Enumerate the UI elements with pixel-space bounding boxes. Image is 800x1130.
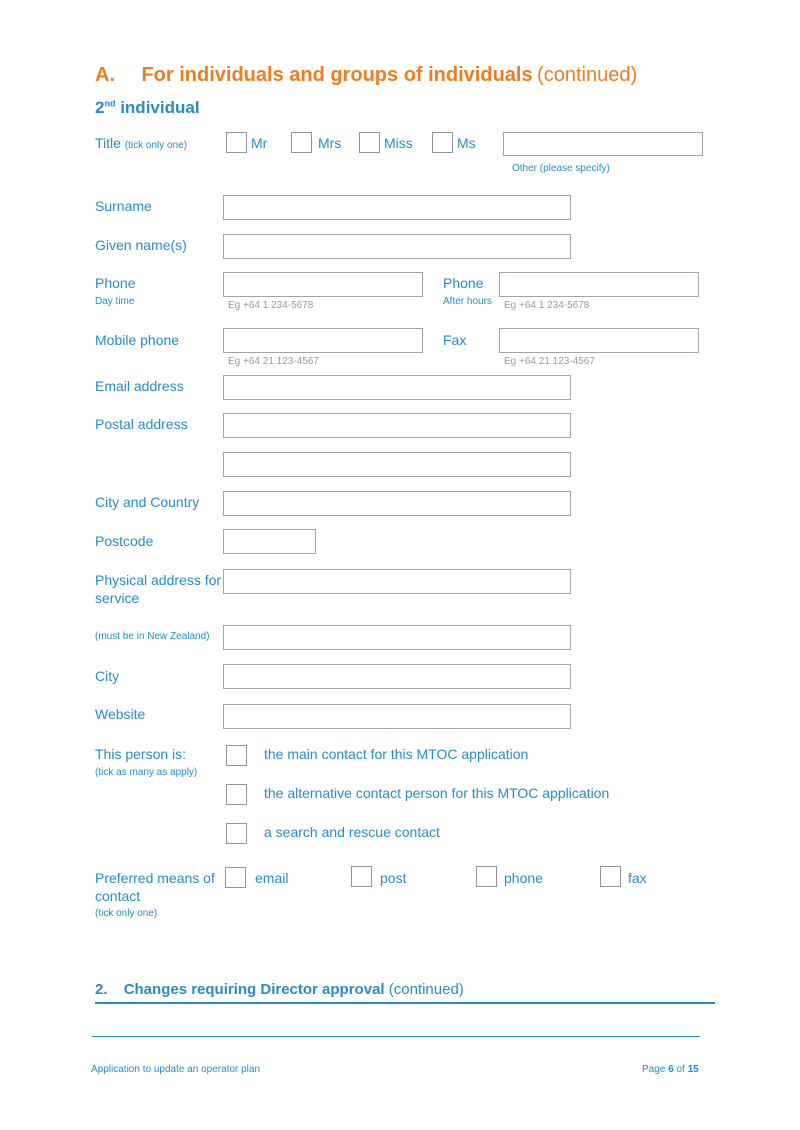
footer-rule bbox=[92, 1036, 700, 1037]
section-letter: A. bbox=[95, 64, 115, 86]
phone-day-label: Phone bbox=[95, 275, 136, 291]
section2-number: 2. bbox=[95, 981, 108, 998]
section2-title: Changes requiring Director approval bbox=[123, 981, 385, 998]
contact-email-checkbox[interactable] bbox=[225, 867, 246, 888]
email-input[interactable] bbox=[223, 375, 571, 400]
preferred-label-line1: Preferred means of bbox=[95, 870, 215, 886]
fax-input[interactable] bbox=[499, 328, 699, 353]
city-country-input[interactable] bbox=[223, 491, 571, 516]
subheading-number: 2 bbox=[95, 98, 105, 117]
city-input[interactable] bbox=[223, 664, 571, 689]
search-rescue-checkbox[interactable] bbox=[226, 823, 247, 844]
section2-rule bbox=[95, 1002, 715, 1004]
website-label: Website bbox=[95, 706, 146, 722]
physical-input-line2[interactable] bbox=[223, 625, 571, 650]
given-names-input[interactable] bbox=[223, 234, 571, 259]
section2-heading bbox=[95, 981, 464, 998]
person-is-note: (tick as many as apply) bbox=[95, 767, 198, 778]
contact-post-label: post bbox=[380, 870, 407, 886]
postal-input-line1[interactable] bbox=[223, 413, 571, 438]
title-other-label: Other (please specify) bbox=[512, 163, 610, 174]
mobile-hint: Eg +64 21 123-4567 bbox=[228, 356, 319, 367]
footer-left: Application to update an operator plan bbox=[91, 1064, 261, 1075]
footer-page-word: Page bbox=[642, 1064, 666, 1075]
postal-label: Postal address bbox=[95, 416, 188, 432]
contact-phone-checkbox[interactable] bbox=[476, 866, 497, 887]
title-mr-checkbox[interactable] bbox=[226, 132, 247, 153]
section-heading bbox=[95, 64, 637, 87]
mobile-input[interactable] bbox=[223, 328, 423, 353]
footer-page-current: 6 bbox=[668, 1064, 674, 1075]
given-names-label: Given name(s) bbox=[95, 237, 187, 253]
title-ms-checkbox[interactable] bbox=[432, 132, 453, 153]
subheading-text: individual bbox=[120, 98, 200, 117]
title-miss-checkbox[interactable] bbox=[359, 132, 380, 153]
postcode-input[interactable] bbox=[223, 529, 316, 554]
main-contact-checkbox[interactable] bbox=[226, 745, 247, 766]
title-mr-label: Mr bbox=[251, 135, 268, 151]
phone-day-hint: Eg +64 1 234-5678 bbox=[228, 300, 314, 311]
contact-phone-label: phone bbox=[504, 870, 543, 886]
postcode-label: Postcode bbox=[95, 533, 154, 549]
phone-after-input[interactable] bbox=[499, 272, 699, 297]
alternative-contact-checkbox[interactable] bbox=[226, 784, 247, 805]
phone-after-hint: Eg +64 1 234-5678 bbox=[504, 300, 590, 311]
preferred-label-line2: contact bbox=[95, 888, 141, 904]
section2-continued: (continued) bbox=[388, 981, 464, 998]
contact-fax-label: fax bbox=[628, 870, 647, 886]
fax-hint: Eg +64 21 123-4567 bbox=[504, 356, 595, 367]
title-mrs-checkbox[interactable] bbox=[291, 132, 312, 153]
city-country-label: City and Country bbox=[95, 494, 200, 510]
physical-input-line1[interactable] bbox=[223, 569, 571, 594]
surname-input[interactable] bbox=[223, 195, 571, 220]
footer-page-total: 15 bbox=[687, 1064, 699, 1075]
title-label bbox=[95, 135, 187, 151]
title-miss-label: Miss bbox=[384, 135, 413, 151]
footer-page bbox=[642, 1064, 699, 1075]
title-other-input[interactable] bbox=[503, 132, 703, 156]
preferred-note: (tick only one) bbox=[95, 908, 158, 919]
physical-label-line2: service bbox=[95, 590, 140, 606]
contact-fax-checkbox[interactable] bbox=[600, 866, 621, 887]
website-input[interactable] bbox=[223, 704, 571, 729]
mobile-label: Mobile phone bbox=[95, 332, 180, 348]
phone-after-sub: After hours bbox=[443, 296, 492, 307]
section-continued: (continued) bbox=[537, 64, 638, 86]
title-ms-label: Ms bbox=[457, 135, 476, 151]
phone-day-sub: Day time bbox=[95, 296, 135, 307]
section-title: For individuals and groups of individuals bbox=[141, 64, 533, 86]
physical-label-line1: Physical address for bbox=[95, 572, 222, 588]
search-rescue-label: a search and rescue contact bbox=[264, 824, 440, 840]
phone-after-label: Phone bbox=[443, 275, 484, 291]
main-contact-label: the main contact for this MTOC application bbox=[264, 746, 529, 762]
person-is-label: This person is: bbox=[95, 746, 187, 762]
subheading bbox=[95, 98, 200, 118]
physical-note: (must be in New Zealand) bbox=[95, 631, 210, 642]
subheading-suffix: nd bbox=[104, 98, 116, 109]
phone-day-input[interactable] bbox=[223, 272, 423, 297]
contact-email-label: email bbox=[255, 870, 289, 886]
fax-label: Fax bbox=[443, 332, 467, 348]
surname-label: Surname bbox=[95, 198, 152, 214]
postal-input-line2[interactable] bbox=[223, 452, 571, 477]
title-note: (tick only one) bbox=[124, 140, 188, 151]
city-label: City bbox=[95, 668, 120, 684]
email-label: Email address bbox=[95, 378, 184, 394]
title-label-text: Title bbox=[95, 135, 121, 151]
footer-page-of: of bbox=[676, 1064, 685, 1075]
title-mrs-label: Mrs bbox=[318, 135, 342, 151]
contact-post-checkbox[interactable] bbox=[351, 866, 372, 887]
alternative-contact-label: the alternative contact person for this MTOC application bbox=[264, 785, 610, 801]
